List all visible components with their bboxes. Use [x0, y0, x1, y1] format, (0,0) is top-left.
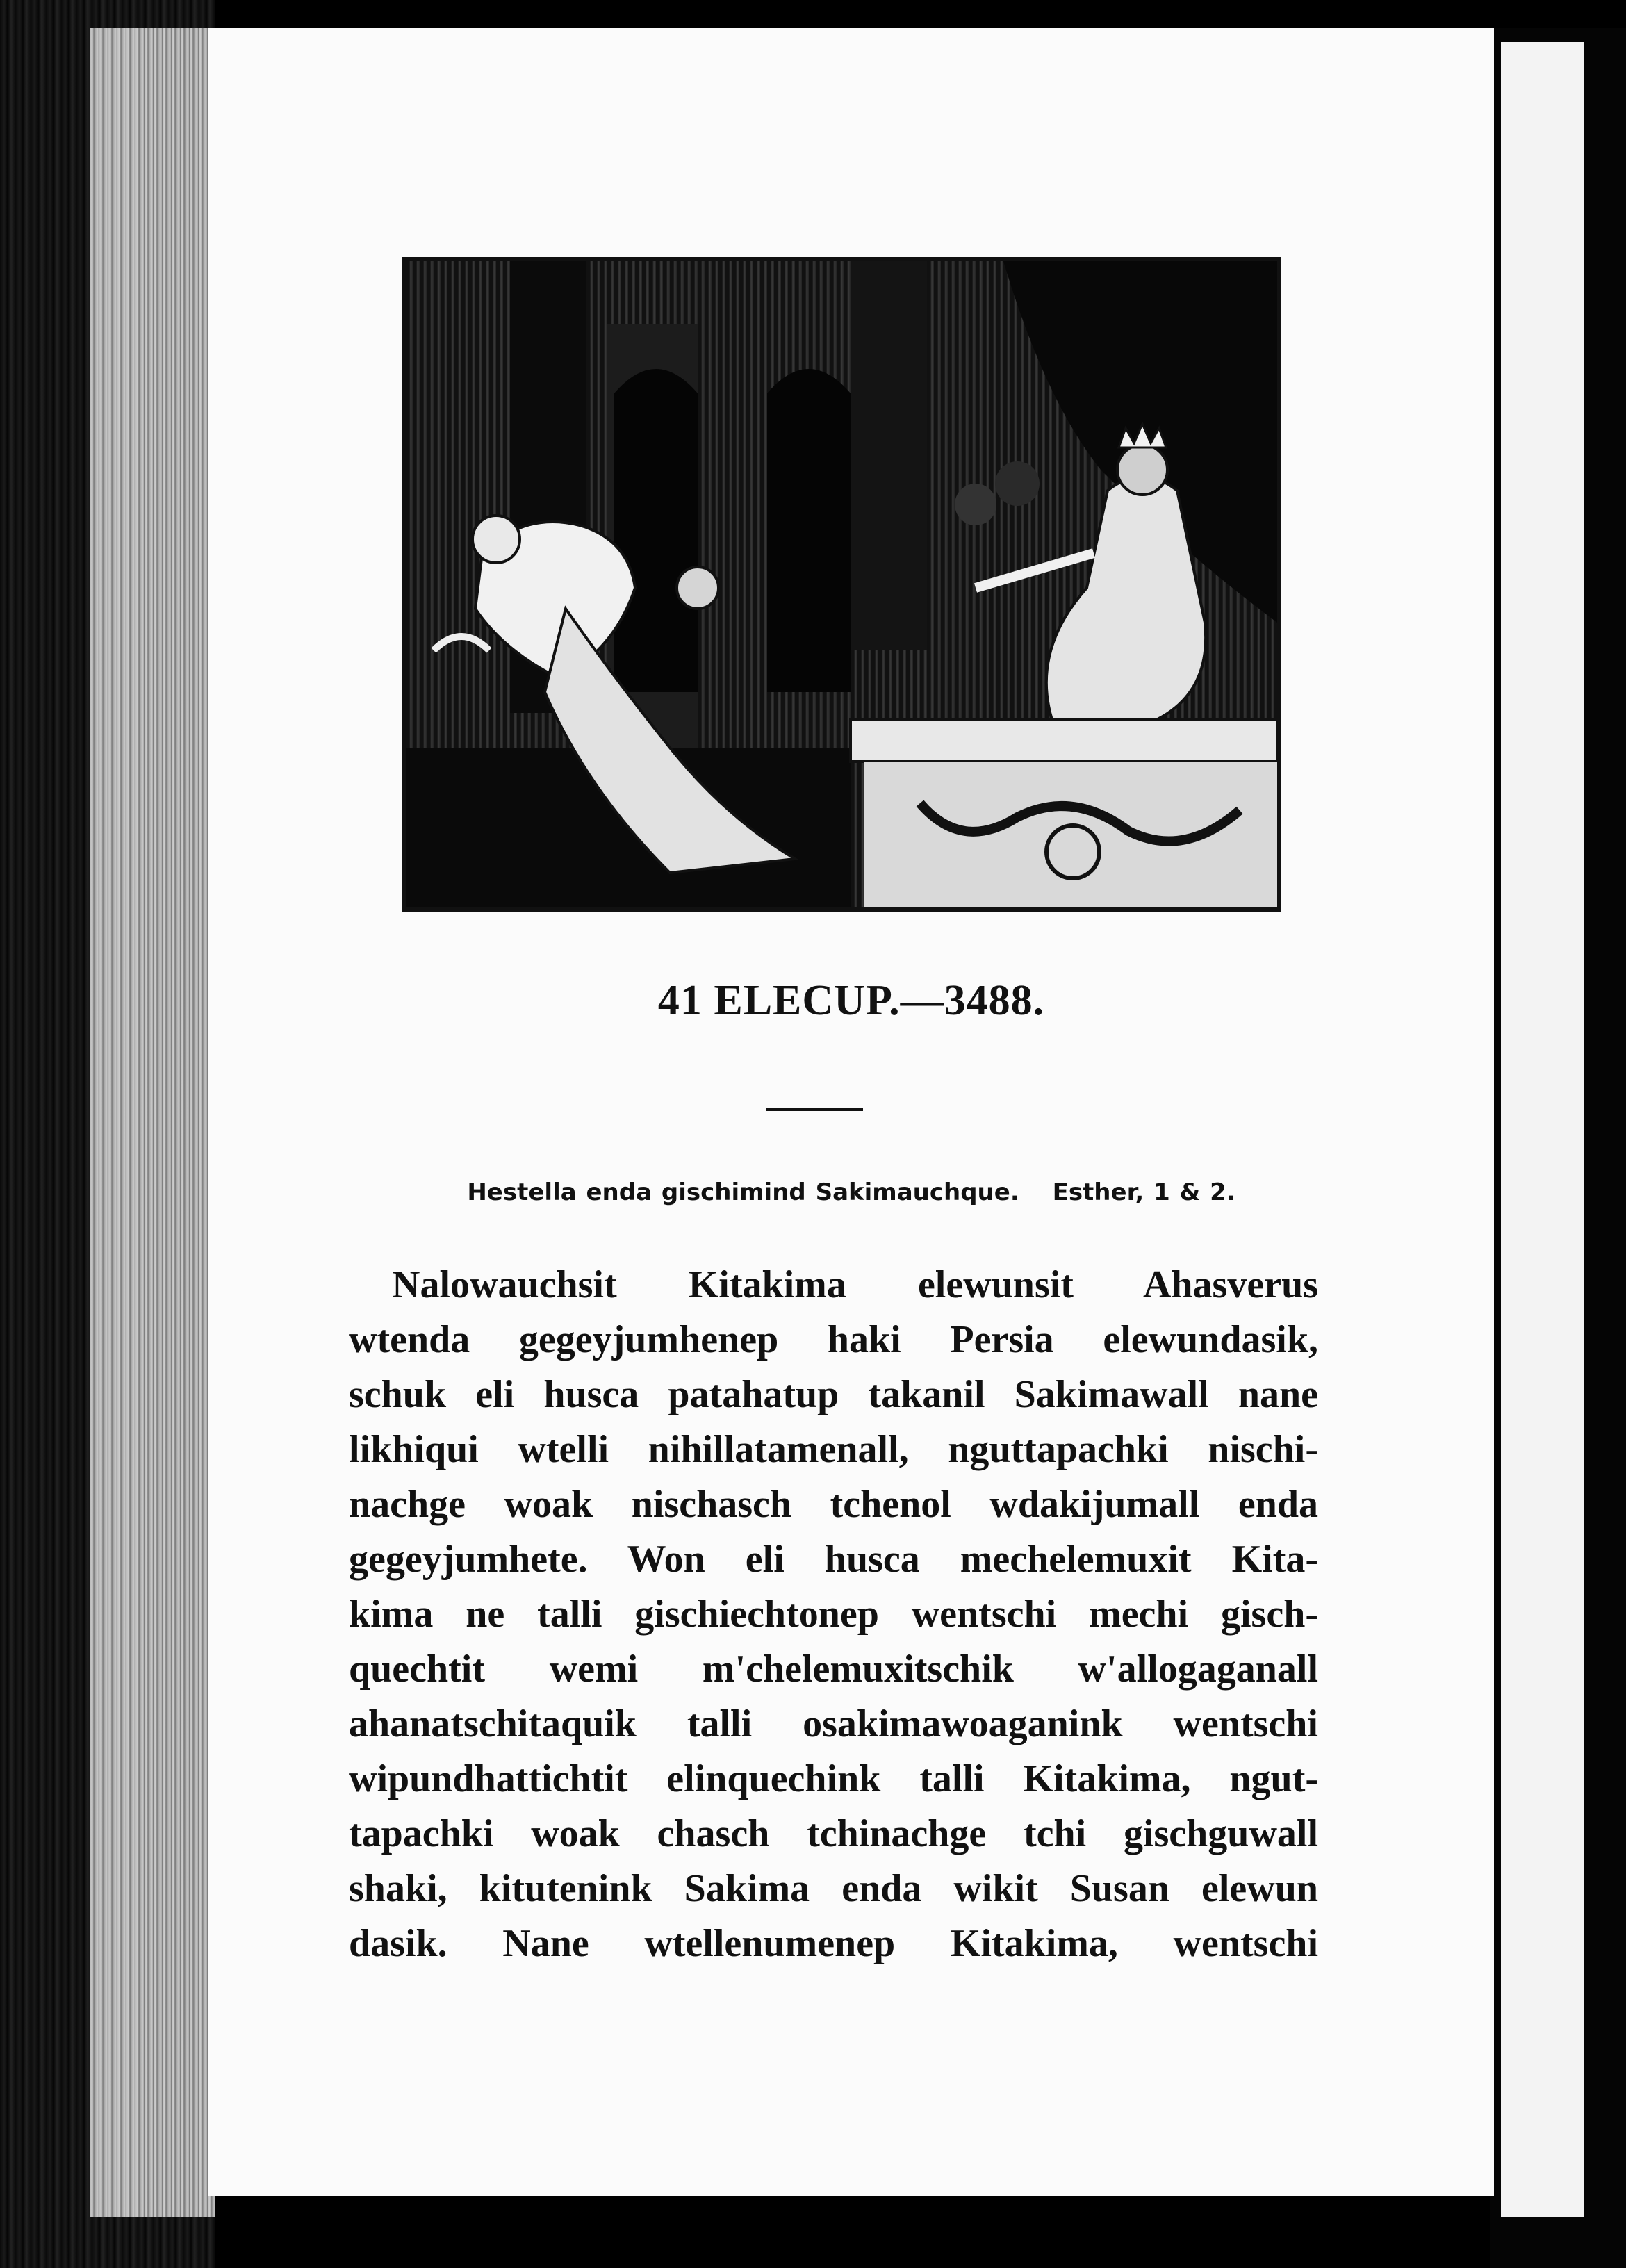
text-line: wtenda gegeyjumhenep haki Persia elewundasik,: [349, 1318, 1318, 1361]
text-line: ahanatschitaquik talli osakimawoaganink wentschi: [349, 1702, 1318, 1745]
throne-step: [851, 720, 1277, 762]
scripture-reference: Esther, 1 & 2.: [1052, 1178, 1235, 1206]
text-line: dasik. Nane wtellenumenep Kitakima, wentschi: [349, 1922, 1318, 1965]
queen-head: [473, 516, 520, 563]
arch-left: [614, 369, 698, 692]
text-line: wipundhattichtit elinquechink talli Kitakima, ngut-: [349, 1757, 1318, 1800]
attendant-head: [995, 461, 1040, 506]
text-line: Nalowauchsit Kitakima elewunsit Ahasverus: [392, 1263, 1318, 1306]
text-line: nachge woak nischasch tchenol wdakijumall enda: [349, 1483, 1318, 1526]
king-figure: [1046, 477, 1206, 720]
engraving-drawing: [406, 261, 1277, 907]
king-crown: [1119, 424, 1166, 447]
chapter-subtitle: [208, 1178, 1494, 1206]
maiden-head: [677, 567, 718, 609]
subtitle-text: Hestella enda gischimind Sakimauchque.: [467, 1178, 1019, 1206]
throne-base: [864, 762, 1277, 907]
text-line: tapachki woak chasch tchinachge tchi gischguwall: [349, 1812, 1318, 1855]
text-line: likhiqui wtelli nihillatamenall, nguttapachki nischi-: [349, 1428, 1318, 1471]
next-page-edge: [1501, 42, 1584, 2217]
chapter-heading: 41 ELECUP.—3488.: [657, 977, 1045, 1024]
column-right: [851, 261, 927, 650]
text-line: shaki, kitutenink Sakima enda wikit Susan elewun: [349, 1867, 1318, 1910]
queen-arm: [434, 636, 489, 650]
king-arm: [976, 553, 1094, 588]
attendant-head: [955, 484, 996, 525]
arch-right: [767, 369, 851, 692]
body-paragraph: [349, 1258, 1318, 1971]
text-line: gegeyjumhete. Won eli husca mechelemuxit Kita-: [349, 1538, 1318, 1581]
page-edges: [90, 28, 215, 2217]
king-head: [1117, 445, 1167, 495]
text-line: quechtit wemi m'chelemuxitschik w'allogaganall: [349, 1647, 1318, 1691]
engraving-illustration: [402, 257, 1281, 912]
divider-rule: [766, 1108, 863, 1111]
text-line: kima ne talli gischiechtonep wentschi mechi gisch-: [349, 1593, 1318, 1636]
text-line: schuk eli husca patahatup takanil Sakimawall nane: [349, 1373, 1318, 1416]
